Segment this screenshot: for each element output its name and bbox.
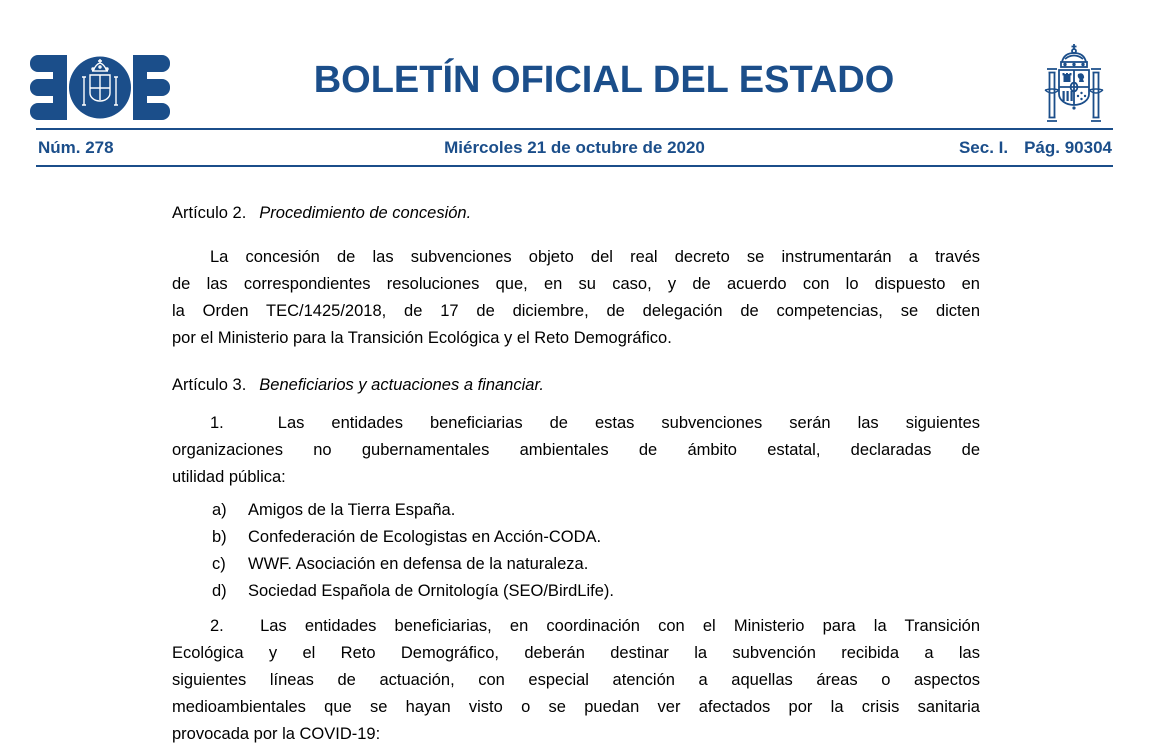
- text-line: Ecológica y el Reto Demográfico, deberán destinar la subvención recibida a las: [172, 644, 980, 662]
- spain-coat-of-arms-icon: [1038, 42, 1110, 131]
- boe-logo-svg: [30, 55, 170, 120]
- section-label: Sec. I.: [958, 137, 1009, 157]
- list-item-text: Amigos de la Tierra España.: [248, 501, 456, 519]
- masthead: [0, 0, 1156, 128]
- text-line: de las correspondientes resoluciones que, en su caso, y de acuerdo con lo dispuesto en: [172, 275, 980, 293]
- boe-logo-icon: [30, 55, 170, 125]
- issue-date: Miércoles 21 de octubre de 2020: [444, 137, 705, 157]
- article-2-title: Procedimiento de concesión.: [259, 204, 472, 222]
- header-band: [36, 128, 1113, 167]
- section-page-group: [959, 138, 1113, 158]
- text-line: organizaciones no gubernamentales ambientales de ámbito estatal, declaradas de: [172, 441, 980, 459]
- text-line: utilidad pública:: [172, 468, 286, 486]
- list-marker: a): [212, 501, 227, 519]
- list-item-text: Confederación de Ecologistas en Acción-CODA.: [248, 528, 602, 546]
- text-line: La concesión de las subvenciones objeto del real decreto se instrumentarán a través: [210, 248, 980, 266]
- text-line: 2. Las entidades beneficiarias, en coordinación con el Ministerio para la Transición: [210, 617, 980, 635]
- article-3-label: Artículo 3.: [172, 376, 247, 394]
- text-line: medioambientales que se hayan visto o se puedan ver afectados por la crisis sanitaria: [172, 698, 980, 716]
- list-item: [172, 578, 980, 605]
- document-body: [172, 200, 980, 748]
- article-2-label: Artículo 2.: [172, 204, 247, 222]
- list-marker: c): [212, 555, 226, 573]
- text-line: por el Ministerio para la Transición Ecológica y el Reto Demográfico.: [172, 329, 672, 347]
- beneficiaries-list: [172, 497, 980, 605]
- list-item-text: WWF. Asociación en defensa de la naturaleza.: [248, 555, 589, 573]
- list-item: [172, 551, 980, 578]
- text-line: siguientes líneas de actuación, con especial atención a aquellas áreas o aspectos: [172, 671, 980, 689]
- list-item: [172, 497, 980, 524]
- list-item: [172, 524, 980, 551]
- page-number-label: Pág. 90304: [1024, 137, 1112, 157]
- text-line: la Orden TEC/1425/2018, de 17 de diciembre, de delegación de competencias, se dicten: [172, 302, 980, 320]
- page-title: BOLETÍN OFICIAL DEL ESTADO: [313, 59, 895, 101]
- issue-number: Núm. 278: [38, 137, 114, 157]
- list-marker: b): [212, 528, 227, 546]
- article-3-heading: [172, 372, 980, 399]
- paragraph-entidades-1: [172, 410, 980, 491]
- coat-of-arms-svg: [1038, 42, 1110, 126]
- article-2-heading: [172, 200, 980, 227]
- list-item-text: Sociedad Española de Ornitología (SEO/BirdLife).: [248, 582, 614, 600]
- text-line: provocada por la COVID-19:: [172, 725, 381, 743]
- article-3-title: Beneficiarios y actuaciones a financiar.: [259, 376, 544, 394]
- paragraph-concesion: [172, 244, 980, 352]
- list-marker: d): [212, 582, 227, 600]
- text-line: 1. Las entidades beneficiarias de estas subvenciones serán las siguientes: [210, 414, 980, 432]
- paragraph-entidades-2: [172, 613, 980, 748]
